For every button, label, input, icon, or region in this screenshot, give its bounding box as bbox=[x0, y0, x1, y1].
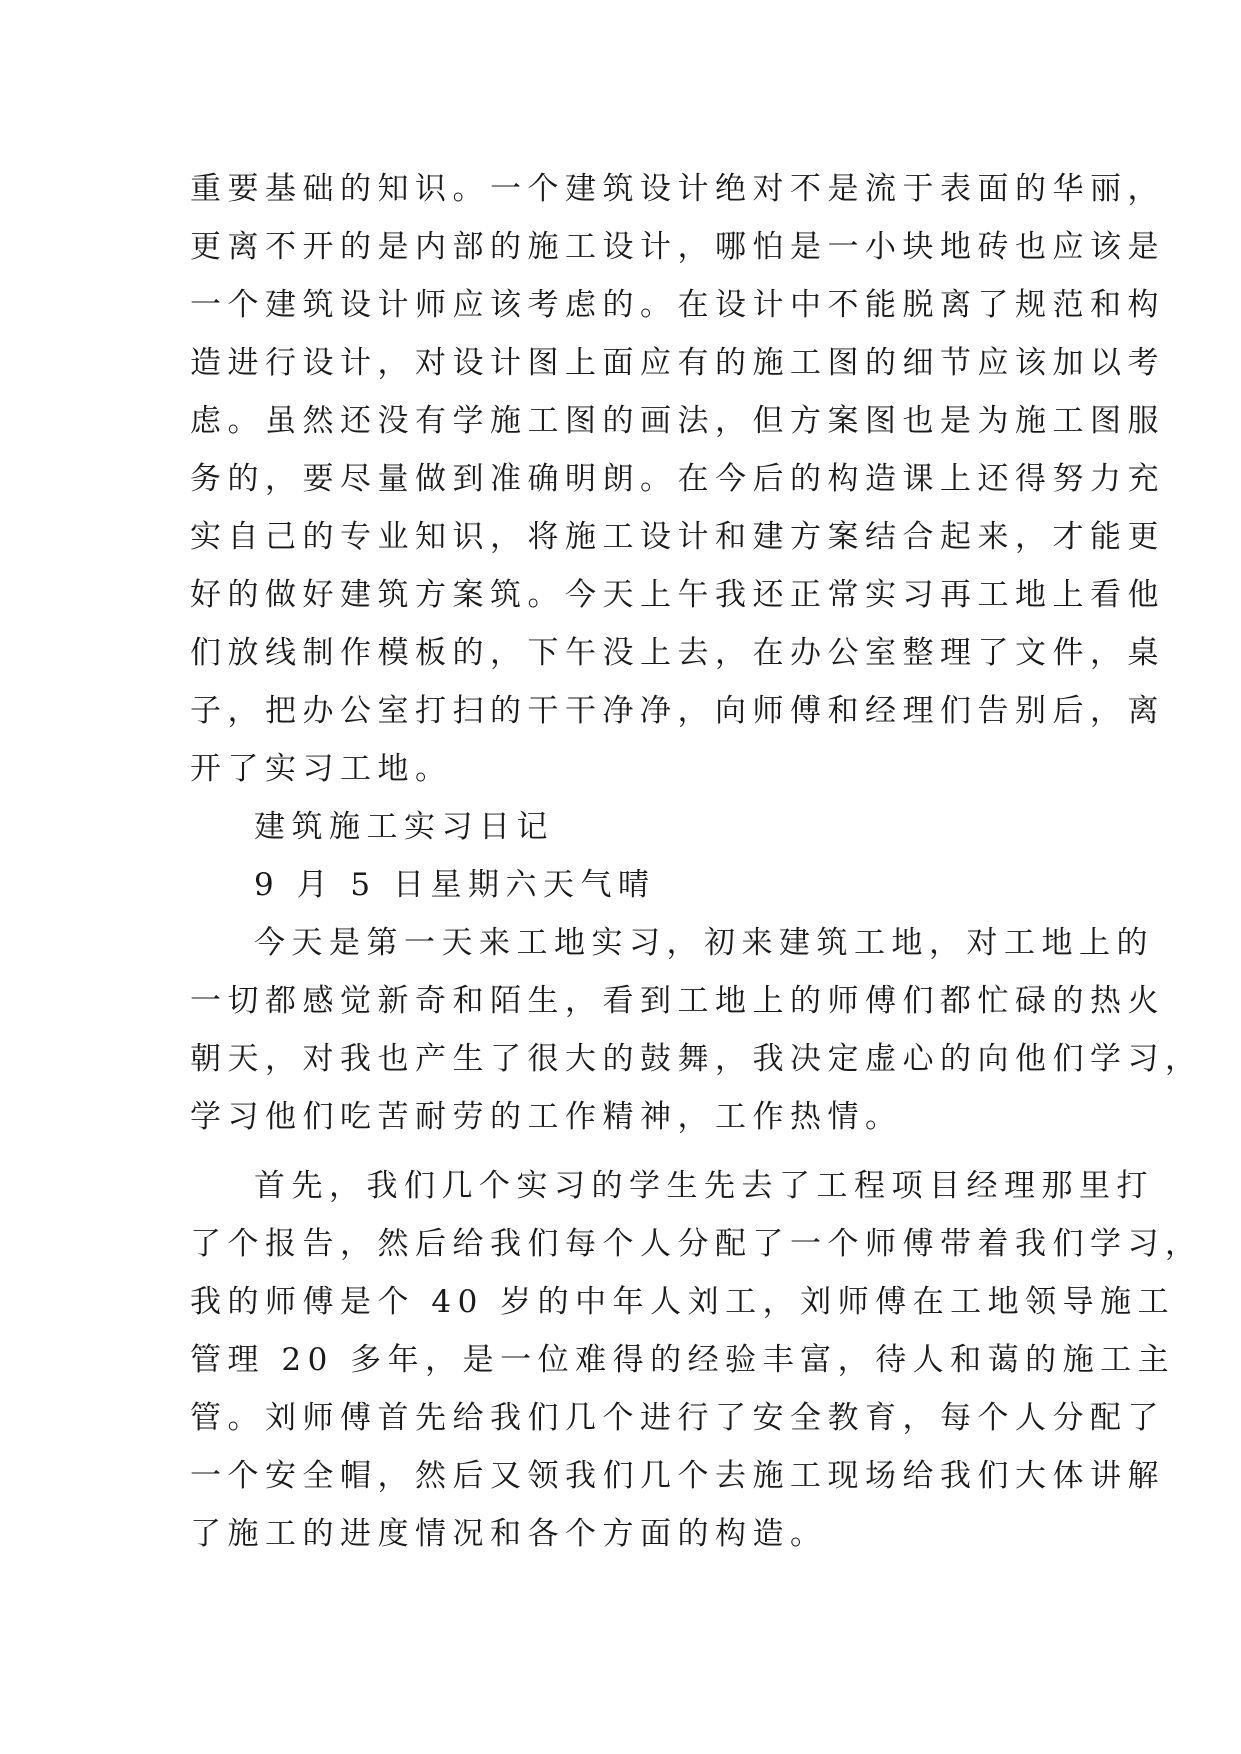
text-line: 朝天，对我也产生了很大的鼓舞，我决定虚心的向他们学习， bbox=[190, 1041, 1203, 1077]
text-line: 了个报告，然后给我们每个人分配了一个师傅带着我们学习， bbox=[190, 1226, 1203, 1262]
text-line: 虑。虽然还没有学施工图的画法，但方案图也是为施工图服 bbox=[190, 403, 1165, 439]
text-line: 管。刘师傅首先给我们几个进行了安全教育，每个人分配了 bbox=[190, 1400, 1165, 1436]
section-title: 建筑施工实习日记 bbox=[254, 809, 554, 845]
text-line: 好的做好建筑方案筑。今天上午我还正常实习再工地上看他 bbox=[190, 577, 1165, 613]
text-line: 我的师傅是个 40 岁的中年人刘工，刘师傅在工地领导施工 bbox=[190, 1284, 1176, 1320]
text-line: 们放线制作模板的，下午没上去，在办公室整理了文件，桌 bbox=[190, 635, 1165, 671]
text-line: 子，把办公室打扫的干干净净，向师傅和经理们告别后，离 bbox=[190, 693, 1165, 729]
text-line: 一个建筑设计师应该考虑的。在设计中不能脱离了规范和构 bbox=[190, 287, 1165, 323]
text-line: 学习他们吃苦耐劳的工作精神，工作热情。 bbox=[190, 1099, 903, 1135]
text-line: 了施工的进度情况和各个方面的构造。 bbox=[190, 1516, 828, 1552]
diary-date: 9 月 5 日星期六天气晴 bbox=[254, 867, 656, 903]
text-line: 重要基础的知识。一个建筑设计绝对不是流于表面的华丽， bbox=[190, 171, 1165, 207]
text-line: 今天是第一天来工地实习，初来建筑工地，对工地上的 bbox=[254, 925, 1154, 961]
text-line: 更离不开的是内部的施工设计，哪怕是一小块地砖也应该是 bbox=[190, 229, 1165, 265]
text-line: 管理 20 多年，是一位难得的经验丰富，待人和蔼的施工主 bbox=[190, 1342, 1176, 1378]
text-line: 一切都感觉新奇和陌生，看到工地上的师傅们都忙碌的热火 bbox=[190, 983, 1165, 1019]
text-line: 首先，我们几个实习的学生先去了工程项目经理那里打 bbox=[254, 1168, 1154, 1204]
text-line: 实自己的专业知识，将施工设计和建方案结合起来，才能更 bbox=[190, 519, 1165, 555]
text-line: 造进行设计，对设计图上面应有的施工图的细节应该加以考 bbox=[190, 345, 1165, 381]
text-line: 开了实习工地。 bbox=[190, 751, 453, 787]
text-line: 务的，要尽量做到准确明朗。在今后的构造课上还得努力充 bbox=[190, 461, 1165, 497]
text-line: 一个安全帽，然后又领我们几个去施工现场给我们大体讲解 bbox=[190, 1458, 1165, 1494]
